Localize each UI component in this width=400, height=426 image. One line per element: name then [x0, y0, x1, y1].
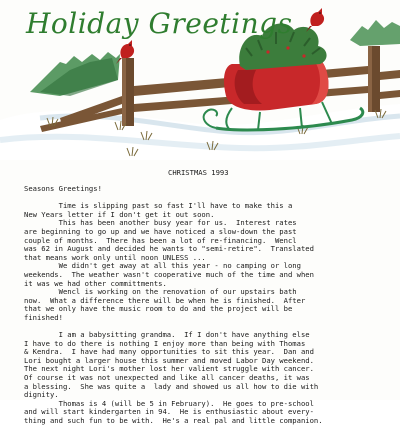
- letter-line: that we only have the music room to do and the project will be: [24, 304, 293, 314]
- letter-line: are beginning to go up and we have noticed a slow-down the past: [24, 226, 297, 236]
- letter-line: Of course it was not unexpected and like all cancer deaths, it was: [24, 373, 310, 383]
- letter-line: thing and such fun to be with. He's a real pal and little companion.: [24, 416, 323, 426]
- letter-line: and will start kindergarten in 94. He is enthusiastic about every-: [24, 407, 314, 417]
- letter-line: We didn't get away at all this year - no camping or long: [24, 261, 301, 271]
- letter-line: couple of months. There has been a lot of re-financing. Wencl: [24, 235, 297, 245]
- letter-line: was 62 in August and decided he wants to "semi-retire". Translated: [24, 244, 314, 254]
- letter-line: & Kendra. I have had many opportunities to sit this year. Dan and: [24, 347, 314, 357]
- letter-line: that means work only until noon UNLESS ...: [24, 252, 206, 262]
- letter-line: This has been another busy year for us. Interest rates: [24, 218, 297, 228]
- letter-line: a blessing. She was quite a lady and showed us all how to die with: [24, 381, 319, 391]
- letter-line: I am a babysitting grandma. If I don't have anything else: [24, 330, 310, 340]
- letter-date: CHRISTMAS 1993: [168, 168, 229, 177]
- letter-line: dignity.: [24, 390, 59, 400]
- letter-line: Thomas is 4 (will be 5 in February). He goes to pre-school: [24, 398, 314, 408]
- snow-ground: [0, 104, 400, 160]
- pine-hill-left: [30, 52, 120, 96]
- letter-line: Wencl is working on the renovation of our upstairs bath: [24, 287, 297, 297]
- letter-line: now. What a difference there will be when he is finished. After: [24, 295, 306, 305]
- letter-line: I have to do there is nothing I enjoy more than being with Thomas: [24, 338, 306, 348]
- letter-line: finished!: [24, 312, 63, 322]
- letter-line: Lori bought a larger house this summer and moved Labor Day weekend.: [24, 355, 314, 365]
- holiday-greetings-title: Holiday Greetings: [26, 7, 293, 40]
- letter-line: weekends. The weather wasn't cooperative much of the time and when: [24, 269, 314, 279]
- letter-line: it was we had other committments.: [24, 278, 167, 288]
- letter-line: Time is slipping past so fast I'll have to make this a: [24, 201, 293, 211]
- letter-line: Seasons Greetings!: [24, 184, 102, 193]
- letter-line: New Years letter if I don't get it out soon.: [24, 209, 215, 219]
- letter-line: The next night Lori's mother lost her valient struggle with cancer.: [24, 364, 314, 374]
- letter-body: [24, 168, 396, 426]
- pine-hill-right: [350, 20, 400, 46]
